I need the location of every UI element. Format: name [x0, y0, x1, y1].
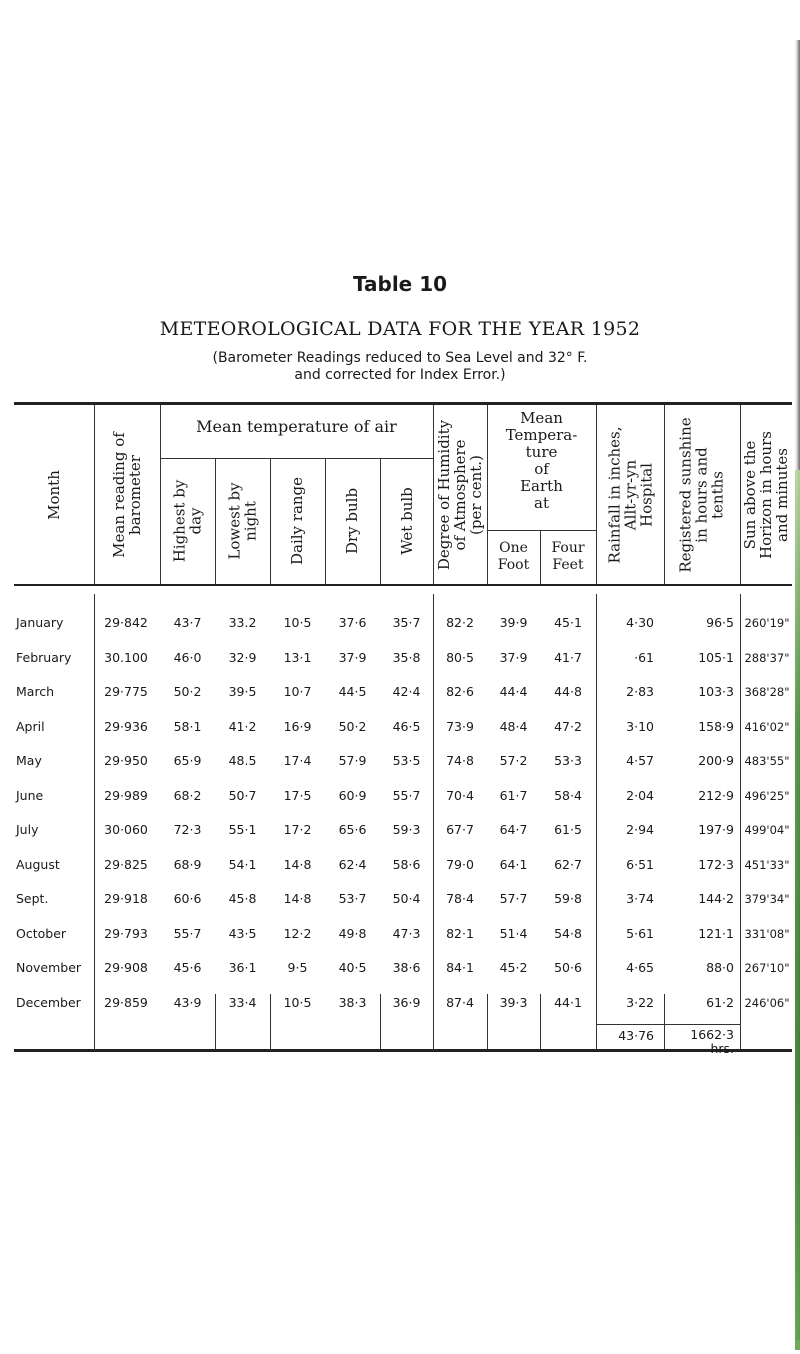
cell-high: 60·6 — [173, 891, 202, 906]
cell-rain: 3·22 — [626, 995, 654, 1010]
header-earth-temp — [487, 410, 596, 512]
cell-high: 68·9 — [173, 857, 202, 872]
cell-hor: 499'04" — [744, 823, 790, 837]
cell-range: 17·2 — [283, 822, 312, 837]
subtitle-line-1: (Barometer Readings reduced to Sea Level and 32° F. — [212, 350, 588, 366]
cell-hor: 331'08" — [744, 927, 790, 941]
cell-rain: 5·61 — [626, 926, 654, 941]
cell-hor: 416'02" — [744, 720, 790, 734]
cell-high: 50·2 — [173, 684, 202, 699]
header-rainfall-line-1: Rainfall in inches, — [605, 426, 623, 563]
cell-dry: 57·9 — [338, 753, 367, 768]
cell-low: 39·5 — [228, 684, 257, 699]
cell-hor: 288'37" — [744, 651, 790, 665]
header-four-feet-line-1: Four — [551, 540, 585, 556]
cell-low: 41·2 — [228, 719, 257, 734]
cell-month: July — [16, 822, 39, 837]
cell-one: 51·4 — [499, 926, 528, 941]
header-humidity-line-1: Degree of Humidity — [435, 419, 453, 570]
cell-range: 14·8 — [283, 891, 312, 906]
cell-hor: 451'33" — [744, 858, 790, 872]
cell-month: March — [16, 684, 55, 699]
header-daily-range-label: Daily range — [288, 476, 307, 566]
cell-baro: 29·950 — [104, 753, 148, 768]
header-earth-line-4: of — [534, 460, 549, 478]
header-horizon-line-3: and minutes — [773, 447, 792, 542]
cell-rain: 2·94 — [626, 822, 654, 837]
total-sunshine — [664, 1028, 734, 1056]
cell-high: 43·7 — [173, 615, 202, 630]
cell-sun: 144·2 — [698, 891, 734, 906]
header-one-foot-line-1: One — [499, 540, 528, 556]
cell-low: 54·1 — [228, 857, 257, 872]
cell-hum: 70·4 — [446, 788, 474, 803]
cell-range: 9·5 — [287, 960, 308, 975]
cell-rain: ·61 — [634, 650, 654, 665]
cell-wet: 36·9 — [392, 995, 421, 1010]
header-horizon-line-1: Sun above the — [741, 440, 760, 549]
cell-one: 39·9 — [499, 615, 528, 630]
header-one-foot — [487, 540, 540, 574]
cell-rain: 3·74 — [626, 891, 654, 906]
cell-high: 43·9 — [173, 995, 202, 1010]
header-horizon-label — [742, 431, 790, 559]
cell-four: 50·6 — [554, 960, 582, 975]
cell-four: 62·7 — [554, 857, 582, 872]
header-month-label: Month — [45, 469, 63, 520]
cell-hum: 80·5 — [446, 650, 474, 665]
cell-low: 43·5 — [228, 926, 257, 941]
cell-hor: 267'10" — [744, 961, 790, 975]
cell-sun: 197·9 — [698, 822, 734, 837]
cell-four: 44·1 — [554, 995, 582, 1010]
cell-hum: 82·6 — [446, 684, 474, 699]
header-four-feet — [540, 540, 596, 574]
header-barometer — [94, 405, 160, 584]
cell-wet: 53·5 — [392, 753, 421, 768]
header-wet-bulb-label: Wet bulb — [397, 487, 416, 555]
cell-four: 41·7 — [554, 650, 582, 665]
header-sunshine-line-3: tenths — [709, 470, 727, 519]
header-lowest-line-2: night — [241, 501, 260, 541]
total-sunshine-value: 1662·3 — [690, 1027, 734, 1042]
cell-low: 48.5 — [228, 753, 257, 768]
cell-low: 55·1 — [228, 822, 257, 837]
cell-hor: 379'34" — [744, 892, 790, 906]
header-earth-line-2: Tempera- — [505, 426, 578, 444]
cell-range: 17·4 — [283, 753, 312, 768]
cell-four: 53·3 — [554, 753, 582, 768]
cell-rain: 4·65 — [626, 960, 654, 975]
cell-one: 45·2 — [499, 960, 528, 975]
cell-hor: 483'55" — [744, 754, 790, 768]
cell-low: 32·9 — [228, 650, 257, 665]
header-sunshine-label — [678, 417, 726, 572]
header-earth-line-5: Earth — [520, 477, 563, 495]
cell-one: 39·3 — [499, 995, 528, 1010]
cell-baro: 30·060 — [104, 822, 148, 837]
cell-sun: 105·1 — [698, 650, 734, 665]
cell-high: 46·0 — [173, 650, 202, 665]
header-highest-label — [172, 480, 204, 563]
cell-hor: 246'06" — [744, 996, 790, 1010]
cell-hor: 368'28" — [744, 685, 790, 699]
totals-rule — [596, 1024, 740, 1025]
total-rainfall: 43·76 — [618, 1028, 654, 1043]
cell-dry: 44·5 — [338, 684, 367, 699]
cell-range: 10·7 — [283, 684, 312, 699]
cell-baro: 29·825 — [104, 857, 148, 872]
cell-wet: 50·4 — [392, 891, 421, 906]
header-humidity-line-2: of Atmosphere — [451, 438, 469, 551]
cell-month: January — [16, 615, 64, 630]
cell-hum: 82·1 — [446, 926, 474, 941]
cell-range: 17·5 — [283, 788, 312, 803]
cell-month: October — [16, 926, 67, 941]
cell-rain: 6·51 — [626, 857, 654, 872]
cell-dry: 60·9 — [338, 788, 367, 803]
header-highest-line-1: Highest by — [170, 479, 189, 563]
header-barometer-label — [111, 432, 143, 558]
header-rainfall-line-2: Allt-yr-yn — [621, 459, 639, 530]
cell-month: February — [16, 650, 72, 665]
cell-low: 45·8 — [228, 891, 257, 906]
cell-rain: 3·10 — [626, 719, 654, 734]
cell-wet: 58·6 — [392, 857, 421, 872]
header-dry-bulb — [325, 458, 380, 584]
cell-one: 64·1 — [499, 857, 528, 872]
total-sunshine-unit: hrs. — [710, 1041, 734, 1056]
cell-wet: 38·6 — [392, 960, 421, 975]
header-rainfall-label — [606, 426, 654, 563]
cell-sun: 212·9 — [698, 788, 734, 803]
cell-four: 47·2 — [554, 719, 582, 734]
cell-one: 44·4 — [499, 684, 528, 699]
header-sunshine-line-1: Registered sunshine — [677, 416, 695, 573]
cell-baro: 29·842 — [104, 615, 148, 630]
cell-baro: 30.100 — [104, 650, 148, 665]
header-four-feet-line-2: Feet — [552, 557, 584, 573]
cell-four: 45·1 — [554, 615, 582, 630]
header-barometer-line-1: Mean reading of — [110, 431, 128, 558]
header-highest-line-2: day — [186, 507, 205, 535]
cell-month: November — [16, 960, 82, 975]
cell-dry: 62·4 — [338, 857, 367, 872]
header-humidity-line-3: (per cent.) — [467, 454, 485, 535]
cell-low: 33.2 — [228, 615, 257, 630]
cell-low: 50·7 — [228, 788, 257, 803]
cell-dry: 50·2 — [338, 719, 367, 734]
cell-range: 12·2 — [283, 926, 312, 941]
cell-low: 36·1 — [228, 960, 257, 975]
cell-dry: 37·6 — [338, 615, 367, 630]
cell-month: Sept. — [16, 891, 49, 906]
cell-hum: 84·1 — [446, 960, 474, 975]
cell-month: June — [16, 788, 44, 803]
cell-range: 16·9 — [283, 719, 312, 734]
header-earth-line-6: at — [534, 494, 549, 512]
cell-high: 45·6 — [173, 960, 202, 975]
header-wet-bulb — [380, 458, 433, 584]
cell-hum: 78·4 — [446, 891, 474, 906]
cell-sun: 96·5 — [706, 615, 734, 630]
cell-one: 61·7 — [499, 788, 528, 803]
cell-month: August — [16, 857, 60, 872]
cell-high: 72·3 — [173, 822, 202, 837]
header-bottom-rule — [14, 584, 792, 586]
cell-dry: 49·8 — [338, 926, 367, 941]
cell-range: 14·8 — [283, 857, 312, 872]
cell-month: December — [16, 995, 81, 1010]
cell-hor: 496'25" — [744, 789, 790, 803]
earth-temp-subrule — [487, 530, 596, 531]
cell-month: April — [16, 719, 45, 734]
cell-rain: 4·57 — [626, 753, 654, 768]
cell-wet: 59·3 — [392, 822, 421, 837]
header-dry-bulb-label: Dry bulb — [343, 487, 362, 555]
table-label: Table 10 — [352, 272, 448, 296]
cell-hum: 87·4 — [446, 995, 474, 1010]
cell-dry: 37·9 — [338, 650, 367, 665]
cell-baro: 29·918 — [104, 891, 148, 906]
cell-high: 58·1 — [173, 719, 202, 734]
cell-four: 54·8 — [554, 926, 582, 941]
cell-four: 44·8 — [554, 684, 582, 699]
body-col-divider — [94, 594, 95, 1049]
cell-one: 57·2 — [499, 753, 528, 768]
cell-hum: 74·8 — [446, 753, 474, 768]
cell-hor: 260'19" — [744, 616, 790, 630]
subtitle-line-2: and corrected for Index Error.) — [294, 367, 506, 383]
cell-baro: 29·908 — [104, 960, 148, 975]
cell-baro: 29·989 — [104, 788, 148, 803]
header-sunshine-line-2: in hours and — [693, 446, 711, 543]
header-mean-temp-air: Mean temperature of air — [196, 417, 397, 436]
cell-hum: 67·7 — [446, 822, 474, 837]
cell-low: 33·4 — [228, 995, 257, 1010]
header-horizon — [740, 405, 792, 584]
cell-one: 57·7 — [499, 891, 528, 906]
cell-rain: 4·30 — [626, 615, 654, 630]
cell-dry: 65·6 — [338, 822, 367, 837]
cell-baro: 29·775 — [104, 684, 148, 699]
header-month — [14, 405, 94, 584]
cell-hum: 82·2 — [446, 615, 474, 630]
cell-wet: 47·3 — [392, 926, 421, 941]
cell-sun: 88·0 — [706, 960, 734, 975]
cell-high: 68·2 — [173, 788, 202, 803]
cell-one: 48·4 — [499, 719, 528, 734]
header-earth-line-3: ture — [525, 443, 558, 461]
header-lowest-line-1: Lowest by — [225, 482, 244, 560]
header-lowest — [215, 458, 270, 584]
cell-sun: 61·2 — [706, 995, 734, 1010]
cell-range: 10·5 — [283, 615, 312, 630]
header-humidity — [433, 405, 487, 584]
cell-range: 13·1 — [283, 650, 312, 665]
header-sunshine — [664, 405, 740, 584]
cell-four: 61·5 — [554, 822, 582, 837]
cell-sun: 103·3 — [698, 684, 734, 699]
cell-month: May — [16, 753, 42, 768]
cell-baro: 29·859 — [104, 995, 148, 1010]
cell-baro: 29·793 — [104, 926, 148, 941]
cell-sun: 121·1 — [698, 926, 734, 941]
page-subtitle — [0, 350, 800, 384]
header-humidity-label — [436, 419, 484, 569]
cell-one: 37·9 — [499, 650, 528, 665]
cell-wet: 55·7 — [392, 788, 421, 803]
cell-high: 55·7 — [173, 926, 202, 941]
header-one-foot-line-2: Foot — [497, 557, 530, 573]
header-horizon-line-2: Horizon in hours — [757, 430, 776, 559]
page-title: METEOROLOGICAL DATA FOR THE YEAR 1952 — [159, 318, 641, 340]
cell-dry: 38·3 — [338, 995, 367, 1010]
header-barometer-line-2: barometer — [126, 454, 144, 535]
header-daily-range — [270, 458, 325, 584]
cell-dry: 53·7 — [338, 891, 367, 906]
cell-sun: 172·3 — [698, 857, 734, 872]
cell-wet: 42·4 — [392, 684, 421, 699]
cell-high: 65·9 — [173, 753, 202, 768]
cell-one: 64·7 — [499, 822, 528, 837]
cell-hum: 73·9 — [446, 719, 474, 734]
header-earth-line-1: Mean — [520, 409, 563, 427]
cell-range: 10·5 — [283, 995, 312, 1010]
cell-wet: 35·8 — [392, 650, 421, 665]
cell-rain: 2·04 — [626, 788, 654, 803]
cell-four: 59·8 — [554, 891, 582, 906]
header-rainfall-line-3: Hospital — [637, 462, 655, 527]
cell-hum: 79·0 — [446, 857, 474, 872]
cell-sun: 158·9 — [698, 719, 734, 734]
header-rainfall — [596, 405, 664, 584]
cell-sun: 200·9 — [698, 753, 734, 768]
cell-baro: 29·936 — [104, 719, 148, 734]
cell-wet: 35·7 — [392, 615, 421, 630]
cell-dry: 40·5 — [338, 960, 367, 975]
cell-wet: 46·5 — [392, 719, 421, 734]
cell-four: 58·4 — [554, 788, 582, 803]
header-highest — [160, 458, 215, 584]
page-edge-binding — [795, 470, 800, 1350]
header-lowest-label — [227, 482, 259, 559]
cell-rain: 2·83 — [626, 684, 654, 699]
